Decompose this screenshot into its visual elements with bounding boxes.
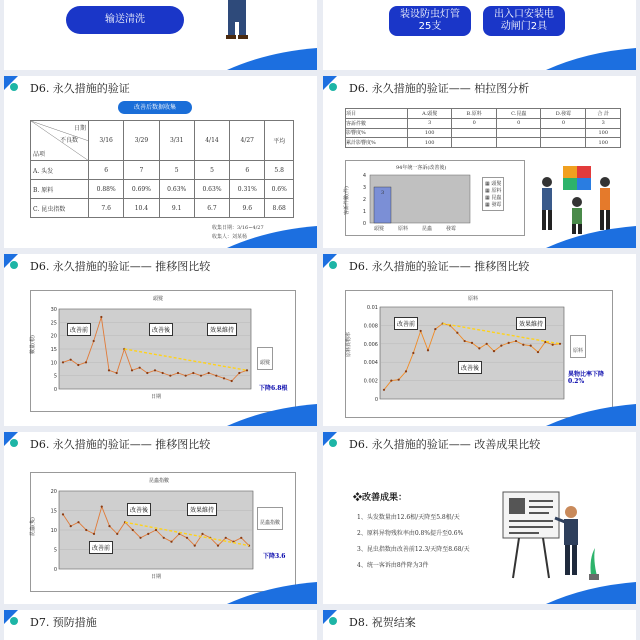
slide-top-right[interactable] xyxy=(323,0,636,70)
legend-item: ▦ 昆蟲 xyxy=(485,195,502,201)
slide-trend-hair[interactable] xyxy=(4,254,317,426)
title-dot xyxy=(10,439,18,447)
legend-label: 頭髮 xyxy=(260,360,271,366)
table-cell: 5 xyxy=(194,161,229,180)
table-cell: 0.63% xyxy=(159,180,194,199)
table-row xyxy=(31,180,294,199)
y-tick-label: 0.008 xyxy=(363,323,378,330)
puzzle-team-illustration xyxy=(533,162,623,236)
corner-mid-label: 不良数 xyxy=(59,137,78,144)
table-cell: 客訴件數 xyxy=(346,118,408,128)
table-cell xyxy=(541,128,586,138)
data-point xyxy=(208,372,210,374)
table-header: C.昆蟲 xyxy=(496,109,541,119)
results-heading: ❖改善成果： xyxy=(353,493,408,503)
insect-chart-frame xyxy=(30,472,296,592)
table-cell: 影響度% xyxy=(346,128,408,138)
data-point xyxy=(154,369,156,371)
legend-item: ▦ 原料 xyxy=(485,188,502,194)
table-cell: 100 xyxy=(586,138,621,148)
x-axis-label: 日期 xyxy=(151,574,162,580)
table-row xyxy=(346,128,621,138)
data-point xyxy=(70,359,72,361)
title-dot xyxy=(329,617,337,625)
table-row xyxy=(31,199,294,218)
table-header: A.頭髮 xyxy=(408,109,452,119)
data-point xyxy=(116,533,118,535)
pill-label: 出入口安装电 动闸门2具 xyxy=(494,8,554,32)
legend-label: 昆蟲 xyxy=(491,195,502,201)
wave-decoration xyxy=(546,404,636,426)
wave-decoration xyxy=(546,226,636,248)
y-tick-label: 20 xyxy=(50,489,57,495)
table-header-row xyxy=(346,109,621,119)
table-cell: 100 xyxy=(408,138,452,148)
table-cell: 3 xyxy=(408,118,452,128)
date-header: 3/31 xyxy=(159,121,194,161)
footnote-collector: 收集人：刘某杨 xyxy=(212,234,248,240)
data-point xyxy=(77,364,79,366)
data-point xyxy=(101,506,103,508)
data-point xyxy=(100,316,102,318)
table-cell: 0.6% xyxy=(265,180,294,199)
table-cell xyxy=(496,138,541,148)
data-point xyxy=(93,340,95,342)
data-point xyxy=(427,349,429,351)
corner-cell xyxy=(31,121,89,161)
phase-before-tag: 改善前 xyxy=(89,541,113,554)
wave-decoration xyxy=(546,48,636,70)
data-point xyxy=(552,344,554,346)
y-tick-label: 0.01 xyxy=(366,305,378,311)
table-cell xyxy=(452,128,497,138)
wave-decoration xyxy=(546,582,636,604)
phase-keep-tag: 效果維持 xyxy=(207,323,237,336)
table-cell: 100 xyxy=(586,128,621,138)
phase-before-tag: 改善前 xyxy=(394,317,418,330)
y-tick-label: 10 xyxy=(50,360,57,367)
table-cell: 5 xyxy=(159,161,194,180)
y-tick-label: 2 xyxy=(362,197,366,203)
data-point xyxy=(412,352,414,354)
x-tick-label: 昆蟲 xyxy=(422,226,433,232)
improvement-data-table xyxy=(30,120,294,218)
legend-label: 原料 xyxy=(573,348,584,354)
title-dot xyxy=(329,439,337,447)
data-point xyxy=(170,541,172,543)
data-point xyxy=(162,372,164,374)
table-cell: 8.68 xyxy=(265,199,294,218)
slide-pareto-analysis[interactable] xyxy=(323,76,636,248)
data-point xyxy=(471,342,473,344)
data-point xyxy=(231,380,233,382)
banner-label: 改善后数据收集 xyxy=(133,103,176,111)
title-dot xyxy=(10,261,18,269)
result-annotation: 異物比率下降0.2% xyxy=(568,371,605,385)
bug-lamp-pill xyxy=(389,6,471,36)
wave-decoration xyxy=(227,48,317,70)
table-cell xyxy=(541,138,586,148)
y-tick-label: 0 xyxy=(362,221,366,227)
y-axis-label: 客訴件數(件) xyxy=(343,186,350,215)
table-cell: 0 xyxy=(541,118,586,128)
title-dot xyxy=(329,261,337,269)
hair-legend xyxy=(257,347,273,370)
y-tick-label: 10 xyxy=(50,528,57,534)
data-point xyxy=(201,533,203,535)
chart-title: 原料 xyxy=(468,296,479,302)
table-cell: 7.6 xyxy=(89,199,124,218)
data-point xyxy=(139,367,141,369)
y-tick-label: 0 xyxy=(53,567,57,573)
data-point xyxy=(559,343,561,345)
pareto-legend xyxy=(482,177,504,211)
data-point xyxy=(139,537,141,539)
data-point xyxy=(246,369,248,371)
phase-keep-tag: 效果維持 xyxy=(187,503,217,516)
data-point xyxy=(508,342,510,344)
result-item: 4、统一客诉由8件降为3件 xyxy=(357,562,429,569)
legend-label: 昆蟲指數 xyxy=(260,520,281,526)
table-cell: 3 xyxy=(586,118,621,128)
slide-title: D6. 永久措施的验证—— 柏拉图分析 xyxy=(349,82,530,95)
data-collection-banner xyxy=(118,101,192,114)
data-point xyxy=(70,525,72,527)
y-tick-label: 5 xyxy=(53,547,57,554)
phase-after-tag: 改善後 xyxy=(149,323,173,336)
data-point xyxy=(456,332,458,334)
table-header: B.原料 xyxy=(452,109,497,119)
data-point xyxy=(398,379,400,381)
data-point xyxy=(420,330,422,332)
data-point xyxy=(515,340,517,342)
date-header: 3/29 xyxy=(124,121,159,161)
table-row xyxy=(346,138,621,148)
phase-keep-tag: 效果維持 xyxy=(516,317,546,330)
data-point xyxy=(186,537,188,539)
table-cell xyxy=(496,128,541,138)
result-item: 1、头发数量由12.6根/天降至5.8根/天 xyxy=(357,514,460,521)
data-point xyxy=(522,344,524,346)
phase-before-tag: 改善前 xyxy=(67,323,91,336)
data-point xyxy=(163,537,165,539)
x-tick-label: 頭髮 xyxy=(374,226,385,232)
data-point xyxy=(93,533,95,535)
table-cell: 5.8 xyxy=(265,161,294,180)
slide-title: D7. 预防措施 xyxy=(30,616,97,629)
conveyor-cleaning-pill xyxy=(66,6,184,34)
data-point xyxy=(240,537,242,539)
legend-label: 原料 xyxy=(491,188,502,194)
table-row xyxy=(31,161,294,180)
material-legend xyxy=(570,335,586,358)
x-tick-label: 發霉 xyxy=(446,226,457,232)
data-point xyxy=(500,345,502,347)
title-dot xyxy=(329,83,337,91)
corner-top-label: 日期 xyxy=(73,125,86,132)
table-header: D.發霉 xyxy=(541,109,586,119)
footnote-date: 收集日期：3/16~4/27 xyxy=(212,225,264,231)
data-point xyxy=(185,375,187,377)
data-point xyxy=(177,372,179,374)
y-tick-label: 0 xyxy=(374,397,378,403)
data-point xyxy=(77,521,79,523)
result-annotation: 下降6.8根 xyxy=(259,385,288,392)
data-point xyxy=(169,375,171,377)
data-point xyxy=(192,372,194,374)
y-tick-label: 15 xyxy=(50,347,57,353)
data-point xyxy=(223,377,225,379)
table-header: 合 計 xyxy=(586,109,621,119)
data-point xyxy=(215,375,217,377)
row-label: A. 头发 xyxy=(31,161,89,180)
result-annotation: 下降3.6 xyxy=(263,553,286,560)
slide-title: D6. 永久措施的验证 xyxy=(30,82,130,95)
result-item: 3、昆虫指数由改善前12.3/天降至8.68/天 xyxy=(357,546,470,553)
date-header: 3/16 xyxy=(89,121,124,161)
slide-verification-data[interactable] xyxy=(4,76,317,248)
chart-title: 94年统一客訴(改善後) xyxy=(396,165,447,171)
slide-title: D6. 永久措施的验证—— 推移图比较 xyxy=(30,260,211,273)
data-point xyxy=(155,529,157,531)
complaint-table xyxy=(345,108,621,148)
hair-chart-frame xyxy=(30,290,296,412)
date-header: 4/27 xyxy=(230,121,265,161)
corner-bottom-label: 品项 xyxy=(33,151,46,158)
data-point xyxy=(146,372,148,374)
y-tick-label: 20 xyxy=(50,333,57,340)
y-tick-label: 5 xyxy=(53,373,57,380)
title-dot xyxy=(10,83,18,91)
y-axis-label: 原料異物率 xyxy=(346,331,353,358)
material-chart-frame xyxy=(345,290,613,418)
slide-title: D8. 祝贺结案 xyxy=(349,616,416,629)
data-point xyxy=(131,369,133,371)
table-row xyxy=(346,118,621,128)
wave-decoration xyxy=(227,404,317,426)
slide-preventive-measures[interactable] xyxy=(4,610,317,640)
data-point xyxy=(486,343,488,345)
chart-title: 頭髮 xyxy=(153,296,164,302)
y-tick-label: 3 xyxy=(362,185,366,191)
y-tick-label: 25 xyxy=(50,320,57,327)
table-cell: 100 xyxy=(408,128,452,138)
data-point xyxy=(62,513,64,515)
wave-decoration xyxy=(227,226,317,248)
data-point xyxy=(405,370,407,372)
phase-after-tag: 改善後 xyxy=(458,361,482,374)
table-cell: 0.69% xyxy=(124,180,159,199)
y-tick-label: 0.006 xyxy=(363,341,378,348)
data-point xyxy=(108,369,110,371)
table-cell: 6 xyxy=(89,161,124,180)
result-item: 2、原料异物残粒率由0.8%提升至0.6% xyxy=(357,530,464,537)
phase-after-tag: 改善後 xyxy=(127,503,151,516)
table-cell: 7 xyxy=(124,161,159,180)
slide-title: D6. 永久措施的验证—— 推移图比较 xyxy=(30,438,211,451)
chart-title: 昆蟲指數 xyxy=(149,478,170,484)
data-point xyxy=(62,361,64,363)
table-cell: 9.6 xyxy=(230,199,265,218)
y-tick-label: 1 xyxy=(362,209,366,215)
pill-label: 输送清洗 xyxy=(105,13,145,25)
slide-closing[interactable] xyxy=(323,610,636,640)
data-point xyxy=(85,361,87,363)
data-point xyxy=(434,328,436,330)
data-point xyxy=(217,545,219,547)
table-header: 项目 xyxy=(346,109,408,119)
y-tick-label: 0 xyxy=(53,387,57,393)
bar-value-label: 3 xyxy=(381,190,385,196)
table-cell: 累計影響度% xyxy=(346,138,408,148)
slide-improvement-results[interactable] xyxy=(323,432,636,604)
pill-label: 装设防虫灯管 25支 xyxy=(400,8,460,32)
data-point xyxy=(478,347,480,349)
wave-decoration xyxy=(227,582,317,604)
data-point xyxy=(132,529,134,531)
data-point xyxy=(200,375,202,377)
slide-top-left[interactable] xyxy=(4,0,317,70)
y-tick-label: 15 xyxy=(50,508,57,515)
person-illustration xyxy=(218,0,256,40)
slide-trend-material[interactable] xyxy=(323,254,636,426)
table-cell: 9.1 xyxy=(159,199,194,218)
data-point xyxy=(85,529,87,531)
insect-legend xyxy=(257,507,283,530)
legend-label: 頭髮 xyxy=(491,181,502,187)
y-tick-label: 0.002 xyxy=(363,378,378,385)
table-cell: 10.4 xyxy=(124,199,159,218)
table-cell: 6 xyxy=(230,161,265,180)
table-cell xyxy=(452,138,497,148)
insect-line-chart xyxy=(31,473,297,593)
legend-item: ▦ 頭髮 xyxy=(485,181,502,187)
slide-title: D6. 永久措施的验证—— 推移图比较 xyxy=(349,260,530,273)
slide-trend-insect[interactable] xyxy=(4,432,317,604)
data-point xyxy=(194,545,196,547)
data-point xyxy=(238,372,240,374)
row-label: B. 原料 xyxy=(31,180,89,199)
data-point xyxy=(390,380,392,382)
table-cell: 0.63% xyxy=(194,180,229,199)
y-tick-label: 4 xyxy=(362,173,366,179)
y-axis-label: 數量(根) xyxy=(29,335,36,354)
y-tick-label: 30 xyxy=(50,307,57,313)
x-tick-label: 原料 xyxy=(398,226,409,232)
table-cell: 0.88% xyxy=(89,180,124,199)
pareto-chart-frame xyxy=(345,160,525,236)
title-dot xyxy=(10,617,18,625)
data-point xyxy=(225,537,227,539)
legend-label: 發霉 xyxy=(491,202,502,208)
data-point xyxy=(383,389,385,391)
date-header: 4/14 xyxy=(194,121,229,161)
table-cell: 0 xyxy=(496,118,541,128)
x-axis-label: 日期 xyxy=(151,394,162,400)
data-point xyxy=(530,345,532,347)
legend-item: ▦ 發霉 xyxy=(485,202,502,208)
row-label: C. 昆虫指数 xyxy=(31,199,89,218)
data-point xyxy=(108,525,110,527)
data-point xyxy=(537,351,539,353)
slide-title: D6. 永久措施的验证—— 改善成果比较 xyxy=(349,438,541,451)
data-point xyxy=(493,350,495,352)
door-pill xyxy=(483,6,565,36)
date-header: 平均 xyxy=(265,121,294,161)
data-point xyxy=(147,533,149,535)
table-cell: 6.7 xyxy=(194,199,229,218)
table-cell: 0 xyxy=(452,118,497,128)
table-cell: 0.31% xyxy=(230,180,265,199)
data-point xyxy=(464,340,466,342)
y-axis-label: 昆蟲(隻) xyxy=(29,517,36,536)
presenter-illustration xyxy=(499,488,603,582)
y-tick-label: 0.004 xyxy=(363,360,378,367)
data-point xyxy=(116,372,118,374)
